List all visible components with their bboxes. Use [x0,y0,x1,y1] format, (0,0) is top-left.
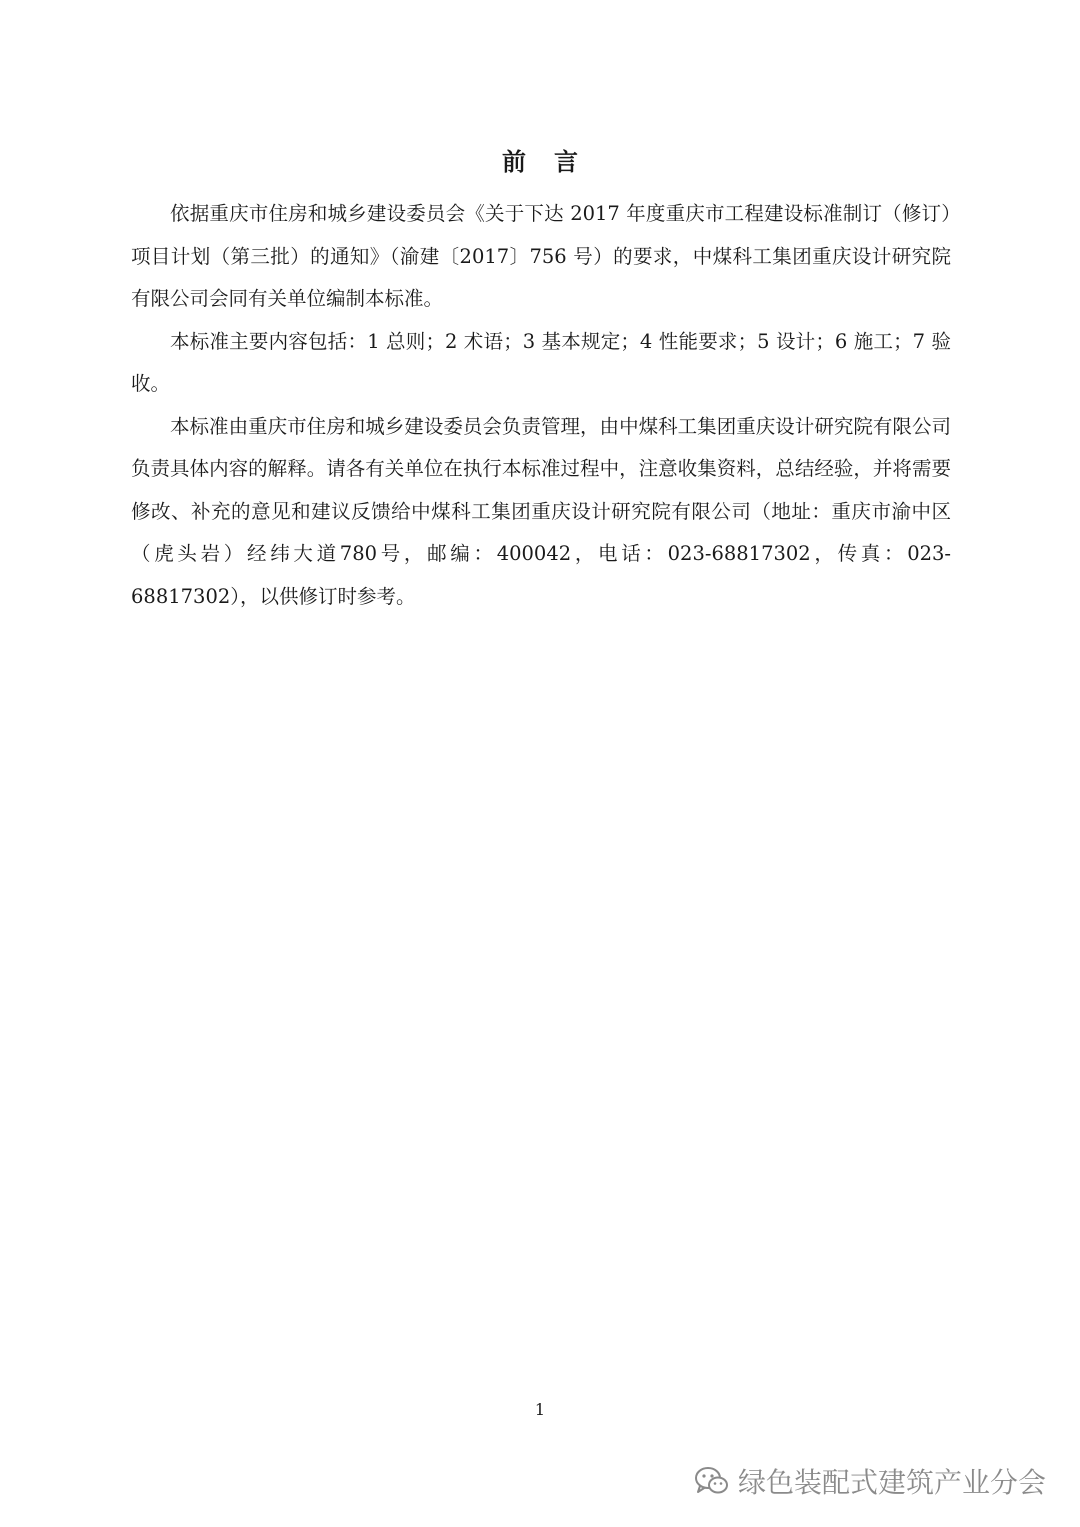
paragraph-basis: 依据重庆市住房和城乡建设委员会《关于下达 2017 年度重庆市工程建设标准制订（修订）项目计划（第三批）的通知》（渝建〔2017〕756 号）的要求，中煤科工集团重庆设计研究院有限公司会同有关单位编制本标准。 [131,202,951,310]
page-title: 前言 [502,148,606,176]
paragraph-management: 本标准由重庆市住房和城乡建设委员会负责管理，由中煤科工集团重庆设计研究院有限公司负责具体内容的解释。请各有关单位在执行本标准过程中，注意收集资料，总结经验，并将需要修改、补充的意见和建议反馈给中煤科工集团重庆设计研究院有限公司（地址：重庆市渝中区（虎头岩）经纬大道780号，邮编：400042，电话：023-68817302，传真：023-68817302），以供修订时参考。 [131,414,951,608]
page-number: 1 [534,1400,546,1419]
paragraph-contents: 本标准主要内容包括：1 总则；2 术语；3 基本规定；4 性能要求；5 设计；6 施工；7 验收。 [131,329,951,395]
wechat-icon [694,1465,730,1497]
watermark [694,1461,1046,1501]
watermark-text: 绿色装配式建筑产业分会 [737,1466,1046,1499]
body-text [131,193,951,618]
